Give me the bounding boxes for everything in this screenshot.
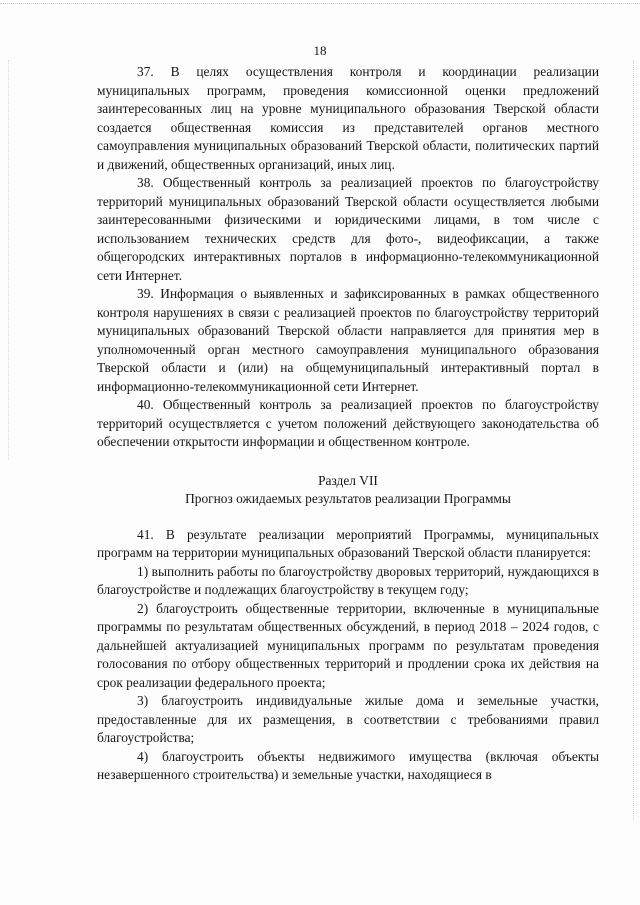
paragraph-41: 41. В результате реализации мероприятий Программы, муниципальных программ на территории муниципальных образований Тверской области планируется: — [97, 526, 599, 560]
paragraph-37: 37. В целях осуществления контроля и координации реализации муниципальных программ, проведения комиссионной оценки предложений заинтересованных лиц на уровне муниципального образования Тверской области создается общественная комиссия из представителей органов местного самоуправления муниципальных образований Тверской области, политических партий и движений, общественных организаций, иных лиц. — [97, 64, 599, 172]
scan-edge-left — [8, 60, 10, 460]
list-item-4: 4) благоустроить объекты недвижимого имущества (включая объекты незавершенного строительства) и земельные участки, находящиеся в — [97, 748, 599, 782]
document-body — [97, 63, 599, 785]
section-title: Раздел VII — [318, 472, 378, 488]
paragraph-40: 40. Общественный контроль за реализацией проектов по благоустройству территорий осуществляется с учетом положений действующего законодательства об обеспечении открытости информации и общественном контроле. — [97, 397, 599, 449]
paragraph-38: 38. Общественный контроль за реализацией проектов по благоустройству территорий муниципальных образований Тверской области осуществляется любыми заинтересованными физическими и юридическими лицами, в том числе с использованием технических средств для фото-, видеофиксации, а также общегородских интерактивных порталов в информационно-телекоммуникационной сети Интернет. — [97, 175, 599, 283]
scan-edge-right — [632, 60, 634, 820]
section-subtitle: Прогноз ожидаемых результатов реализации Программы — [185, 491, 511, 506]
paragraph-39: 39. Информация о выявленных и зафиксированных в рамках общественного контроля нарушениях в связи с реализацией проектов по благоустройству территорий муниципальных образований Тверской области направляется для принятия мер в уполномоченный орган местного самоуправления муниципального образования Тверской области и (или) на общемуниципальный интерактивный портал в информационно-телекоммуникационной сети Интернет. — [97, 286, 599, 394]
scan-edge-top — [0, 3, 640, 6]
list-item-1: 1) выполнить работы по благоустройству дворовых территорий, нуждающихся в благоустройстве и подлежащих благоустройству в текущем году; — [97, 563, 599, 597]
list-item-3: 3) благоустроить индивидуальные жилые дома и земельные участки, предоставленные для их размещения, в соответствии с требованиями правил благоустройства; — [97, 693, 599, 745]
list-item-2: 2) благоустроить общественные территории, включенные в муниципальные программы по результатам общественных обсуждений, в период 2018 – 2024 годов, с дальнейшей актуализацией муниципальных программ по результатам проведения голосования по отбору общественных территорий и продлении срока их действия на срок реализации федерального проекта; — [97, 600, 599, 690]
page-number: 18 — [313, 43, 327, 58]
